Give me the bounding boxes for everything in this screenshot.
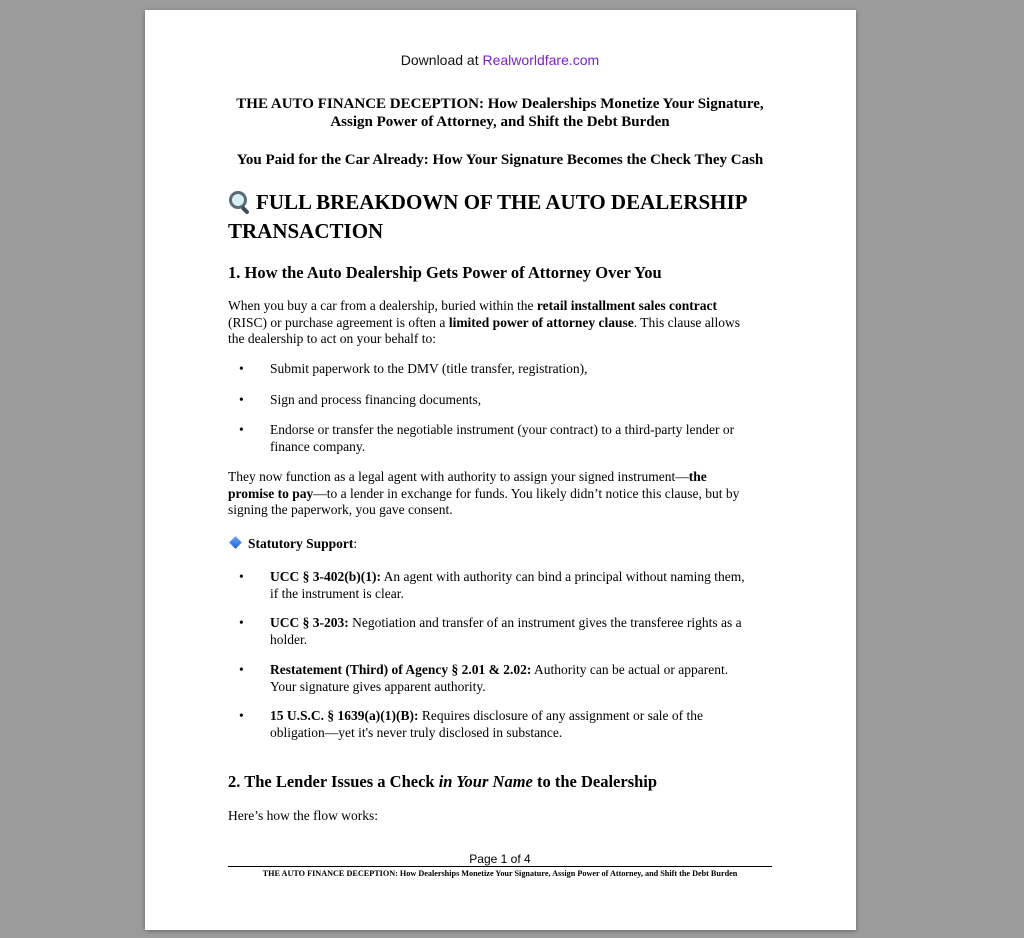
- page-number: Page 1 of 4: [469, 852, 531, 866]
- list-item: • Sign and process financing documents,: [239, 392, 482, 407]
- download-prefix: Download at: [400, 52, 483, 68]
- list-item: • Submit paperwork to the DMV (title transfer, registration),: [239, 361, 588, 376]
- list-item: • Endorse or transfer the negotiable instrument (your contract) to a third-party lender or finance company.: [239, 422, 735, 454]
- bullet-icon: •: [239, 708, 244, 723]
- magnifying-glass-icon: [228, 190, 250, 212]
- document-subtitle: You Paid for the Car Already: How Your Signature Becomes the Check They Cash: [236, 152, 764, 168]
- bullet-icon: •: [239, 422, 244, 437]
- breakdown-heading: [228, 188, 772, 246]
- bullet-icon: •: [239, 569, 244, 584]
- statutory-support-label: Statutory Support:: [228, 536, 772, 553]
- list-item: • UCC § 3-402(b)(1): An agent with authority can bind a principal without naming them, if the instrument is clear.: [239, 569, 745, 601]
- bullet-icon: •: [239, 361, 244, 376]
- risc-term: retail installment sales contract: [536, 298, 717, 313]
- list-item: • Restatement (Third) of Agency § 2.01 & 2.02: Authority can be actual or apparent. Your signature gives apparent authority.: [239, 662, 729, 694]
- footer-divider: [228, 866, 772, 867]
- section-2-intro: Here’s how the flow works:: [228, 808, 378, 823]
- title-line-1: THE AUTO FINANCE DECEPTION: How Dealerships Monetize Your Signature,: [236, 96, 764, 112]
- section-1-agent-paragraph: They now function as a legal agent with authority to assign your signed instrument—the promise to pay—to a lender in exchange for funds. You likely didn’t notice this clause, but by signing the paperwork, you gave consent.: [228, 469, 740, 517]
- list-item: • 15 U.S.C. § 1639(a)(1)(B): Requires disclosure of any assignment or sale of the obligation—yet it's never truly disclosed in substance.: [239, 708, 704, 740]
- section-2-heading: 2. The Lender Issues a Check in Your Name to the Dealership: [228, 772, 658, 791]
- poa-clause-term: limited power of attorney clause: [448, 314, 634, 330]
- download-link[interactable]: Realworldfare.com: [482, 52, 600, 68]
- title-line-2: Assign Power of Attorney, and Shift the Debt Burden: [330, 114, 670, 130]
- list-item: • UCC § 3-203: Negotiation and transfer of an instrument gives the transferee rights as a holder.: [239, 615, 742, 647]
- breakdown-line-2: TRANSACTION: [228, 219, 384, 243]
- document-title: [228, 95, 772, 131]
- blue-diamond-icon: [229, 536, 242, 549]
- footer-title: THE AUTO FINANCE DECEPTION: How Dealerships Monetize Your Signature, Assign Power of Attorney, and Shift the Debt Burden: [262, 869, 738, 878]
- bullet-icon: •: [239, 615, 244, 630]
- bullet-icon: •: [239, 662, 244, 677]
- section-1-heading: 1. How the Auto Dealership Gets Power of Attorney Over You: [228, 263, 662, 282]
- breakdown-line-1: FULL BREAKDOWN OF THE AUTO DEALERSHIP: [256, 190, 748, 214]
- document-page: [145, 10, 856, 930]
- section-1-intro: When you buy a car from a dealership, buried within the retail installment sales contract (RISC) or purchase agreement is often a limited power of attorney clause. This clause allows the dealership to act on your behalf to:: [228, 298, 741, 346]
- download-line: [228, 52, 772, 68]
- bullet-icon: •: [239, 392, 244, 407]
